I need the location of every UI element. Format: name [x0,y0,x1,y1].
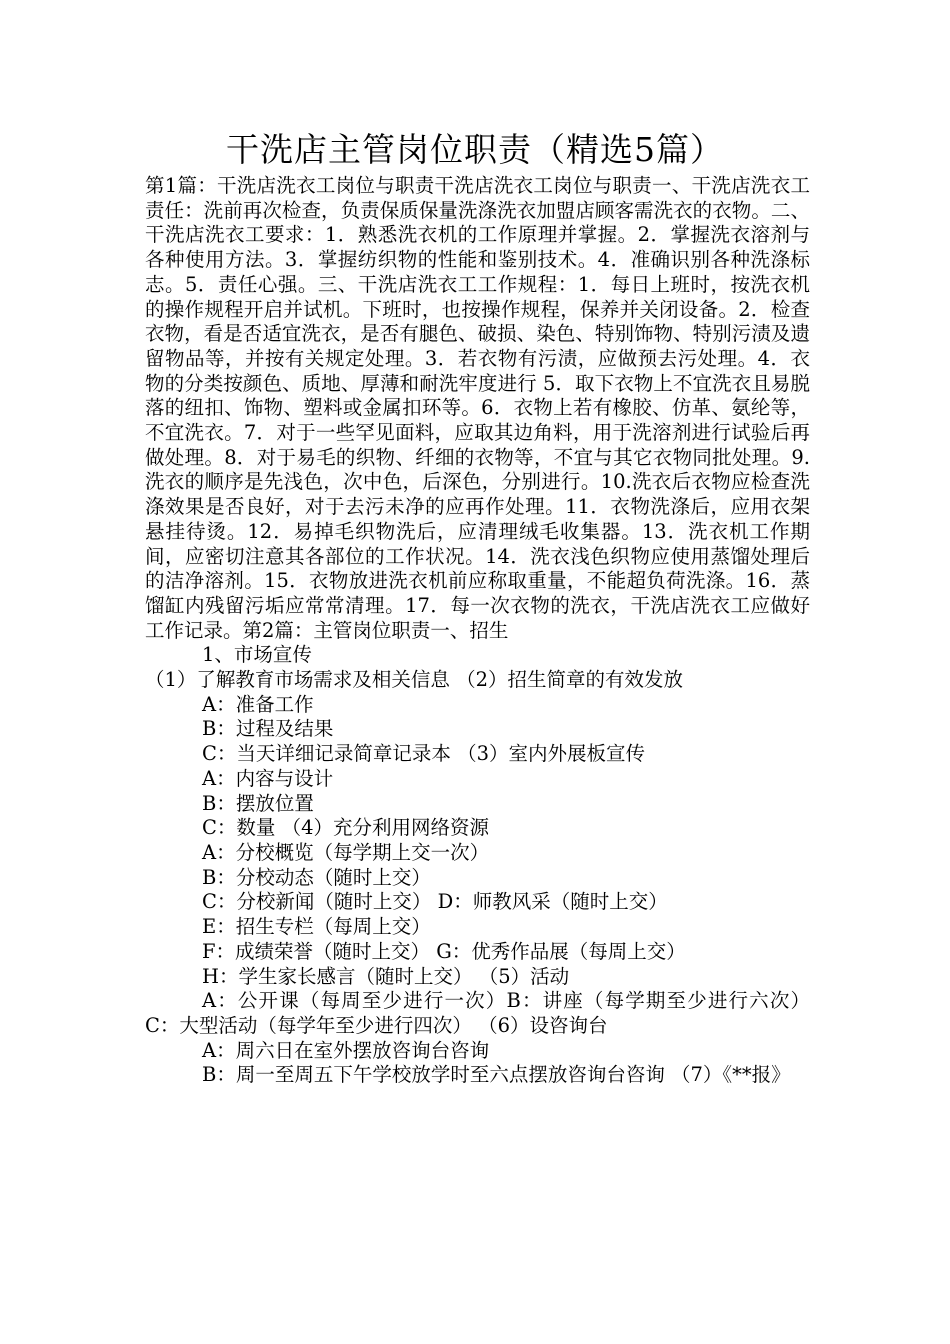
paragraph: B：过程及结果 [202,717,334,741]
paragraph: C：当天详细记录简章记录本 （3）室内外展板宣传 [202,742,646,766]
paragraph [145,989,810,1038]
document-body [145,174,810,1088]
paragraph: 第1篇：干洗店洗衣工岗位与职责干洗店洗衣工岗位与职责一、干洗店洗衣工责任：洗前再次检查，负责保质保量洗涤洗衣加盟店顾客需洗衣的衣物。二、干洗店洗衣工要求：1．熟悉洗衣机的工作原理并掌握。2．掌握洗衣溶剂与各种使用方法。3．掌握纺织物的性能和鉴别技术。4．准确识别各种洗涤标志。5．责任心强。三、干洗店洗衣工工作规程：1．每日上班时，按洗衣机的操作规程开启并试机。下班时，也按操作规程，保养并关闭设备。2．检查衣物，看是否适宜洗衣，是否有腿色、破损、染色、特别饰物、特别污渍及遗留物品等，并按有关规定处理。3．若衣物有污渍，应做预去污处理。4．衣物的分类按颜色、质地、厚薄和耐洗牢度进行 5．取下衣物上不宜洗衣且易脱落的纽扣、饰物、塑料或金属扣环等。6．衣物上若有橡胶、仿革、氨纶等，不宜洗衣。7．对于一些罕见面料，应取其边角料，用于洗溶剂进行试验后再做处理。8．对于易毛的织物、纤细的衣物等，不宜与其它衣物同批处理。9.洗衣的顺序是先浅色，次中色，后深色，分别进行。10.洗衣后衣物应检查洗涤效果是否良好，对于去污未净的应再作处理。11．衣物洗涤后，应用衣架悬挂待烫。12．易掉毛织物洗后，应清理绒毛收集器。13．洗衣机工作期间，应密切注意其各部位的工作状况。14．洗衣浅色织物应使用蒸馏处理后的洁净溶剂。15．衣物放进洗衣机前应称取重量，不能超负荷洗涤。16．蒸馏缸内残留污垢应常常清理。17．每一次衣物的洗衣，干洗店洗衣工应做好工作记录。第2篇：主管岗位职责一、招生 [145,174,810,642]
paragraph: 1、市场宣传 [202,643,312,667]
paragraph: C：分校新闻（随时上交） D：师教风采（随时上交） [202,890,668,914]
paragraph: B：分校动态（随时上交） [202,865,431,889]
paragraph-text: B：周一至周五下午学校放学时至六点摆放咨询台咨询 （7）《**报》 [202,1063,791,1087]
paragraph-text: A：公开课（每周至少进行一次）B：讲座（每学期至少进行六次）C：大型活动（每学年至少进行四次） （6）设咨询台 [145,989,810,1037]
paragraph: A：内容与设计 [202,766,334,790]
paragraph: H：学生家长感言（随时上交） （5）活动 [202,964,570,988]
paragraph: F：成绩荣誉（随时上交） G：优秀作品展（每周上交） [202,939,686,963]
paragraph: A：周六日在室外摆放咨询台咨询 [202,1038,490,1062]
paragraph: A：准备工作 [202,692,314,716]
paragraph: E：招生专栏（每周上交） [202,915,431,939]
paragraph [145,1063,810,1088]
document-title: 干洗店主管岗位职责（精选5篇） [226,130,724,169]
paragraph: A：分校概览（每学期上交一次） [202,840,490,864]
paragraph: C：数量 （4）充分利用网络资源 [202,816,490,840]
paragraph: （1）了解教育市场需求及相关信息 （2）招生简章的有效发放 [145,668,684,692]
paragraph: B：摆放位置 [202,791,314,815]
